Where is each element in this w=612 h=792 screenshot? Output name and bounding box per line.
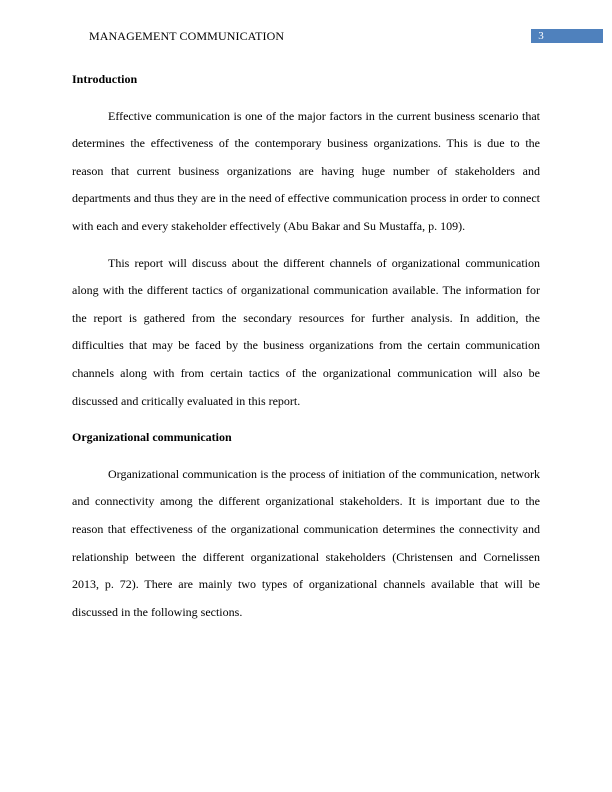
page-number: 3 bbox=[538, 30, 544, 42]
paragraph: Organizational communication is the process of initiation of the communication, network and connectivity among the different organizational stakeholders. It is important due to the reason that effectiveness of the organizational communication determines the connectivity and relationship between the different organizational stakeholders (Christensen and Cornelissen 2013, p. 72). There are mainly two types of organizational channels available that will be discussed in the following sections. bbox=[72, 466, 540, 619]
running-header-title: MANAGEMENT COMMUNICATION bbox=[89, 29, 285, 43]
document-body bbox=[72, 66, 540, 626]
section-heading-organizational-communication: Organizational communication bbox=[72, 430, 232, 445]
page-number-badge bbox=[531, 29, 603, 43]
section-heading-introduction: Introduction bbox=[72, 72, 138, 86]
paragraph: This report will discuss about the different channels of organizational communication along with the different tactics of organizational communication available. The information for the report is gathered from the secondary resources for further analysis. In addition, the difficulties that may be faced by the business organizations from the certain communication channels along with from certain tactics of the organizational communication will also be discussed and critically evaluated in this report. bbox=[72, 255, 540, 408]
paragraph: Effective communication is one of the major factors in the current business scenario that determines the effectiveness of the contemporary business organizations. This is due to the reason that current business organizations are having huge number of stakeholders and departments and thus they are in the need of effective communication process in order to connect with each and every stakeholder effectively (Abu Bakar and Su Mustaffa, p. 109). bbox=[72, 108, 540, 233]
